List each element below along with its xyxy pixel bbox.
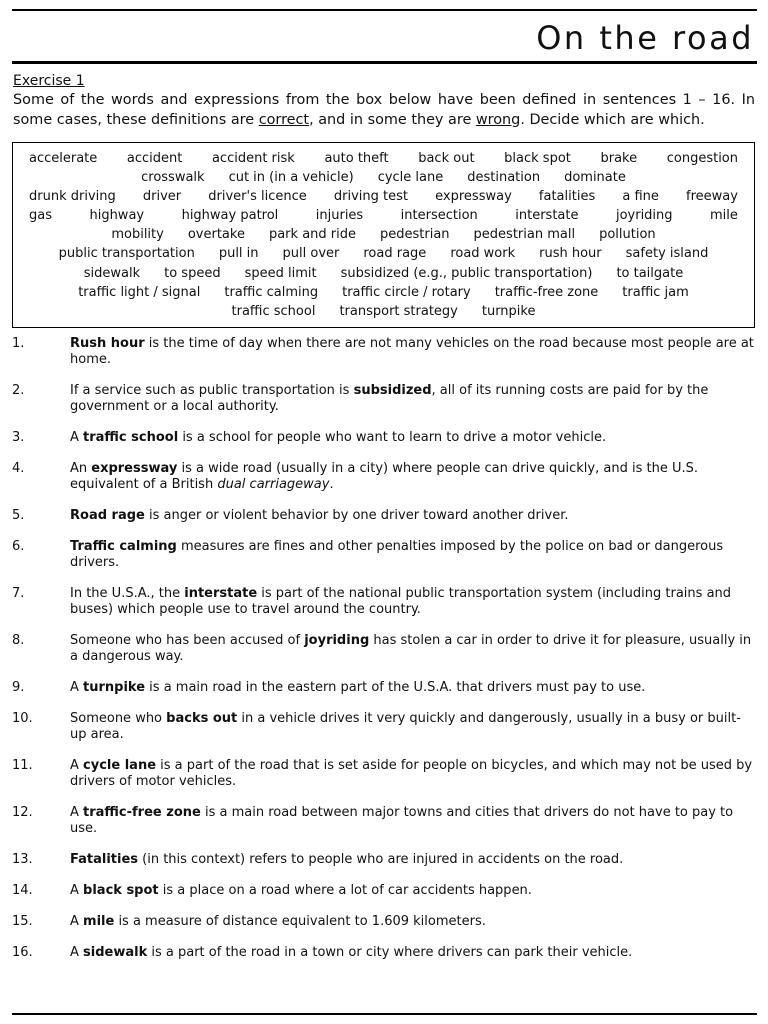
word-box-term: pull in [218, 246, 259, 262]
item-text-segment: is a part of the road in a town or city where drivers can park their vehicle. [147, 945, 633, 960]
item-number: 12. [12, 805, 33, 820]
item-text [70, 586, 756, 618]
item-text-segment: A [70, 805, 84, 820]
item-number: 16. [12, 945, 33, 960]
word-box-term: turnpike [481, 303, 536, 319]
word-box-term: to speed [164, 265, 221, 281]
word-box-term: traffic circle / rotary [342, 284, 471, 300]
item-text-segment: is a place on a road where a lot of car accidents happen. [158, 883, 532, 898]
item-number: 14. [12, 883, 33, 898]
word-box-term: pull over [282, 246, 340, 262]
word-box-term: public transportation [58, 246, 195, 262]
item-text-segment: Someone who [70, 711, 167, 726]
instructions-wrong: wrong [475, 111, 521, 128]
item-term: Traffic calming [70, 539, 177, 554]
item-text [70, 758, 756, 790]
word-box-term: road work [450, 246, 516, 262]
item-term: subsidized [353, 383, 432, 398]
item-text-segment: A [70, 914, 84, 929]
word-box-term: auto theft [324, 151, 389, 166]
word-box-term: accident risk [211, 151, 295, 166]
word-box-term: interstate [515, 208, 579, 224]
item-number: 15. [12, 914, 33, 929]
word-box-term: safety island [625, 246, 709, 262]
exercise-label: Exercise 1 [13, 73, 85, 89]
word-box-term: traffic calming [224, 284, 319, 300]
item-text [70, 945, 756, 961]
word-box-term: driver's licence [208, 189, 307, 205]
item-term: traffic school [83, 430, 179, 445]
item-text-segment: is part of the national public transportation system (including trains and buses) which people use to travel around the country. [70, 586, 732, 617]
item-text-segment: is a part of the road that is set aside for people on bicycles, and which may not be used by drivers of motor vehicles. [70, 758, 753, 789]
instructions-correct: correct [258, 111, 310, 128]
item-text [70, 508, 756, 524]
word-box-line [19, 206, 748, 225]
word-box-term: accident [126, 151, 183, 166]
item-text-segment: A [70, 883, 84, 898]
word-box-term: pedestrian [380, 227, 450, 243]
word-box-term: congestion [666, 151, 738, 166]
word-box-term: road rage [363, 246, 427, 262]
word-box-term: destination [467, 170, 541, 186]
word-box-term: pedestrian mall [473, 227, 576, 243]
item-text [70, 883, 756, 899]
item-text [70, 461, 756, 493]
word-box-line [19, 283, 748, 302]
word-box-term: pollution [599, 227, 656, 243]
word-box-term: gas [29, 208, 52, 224]
item-term: mile [83, 914, 115, 929]
word-box-term: park and ride [268, 227, 356, 243]
word-box-term: mile [710, 208, 738, 224]
item-text-segment: If a service such as public transportation is [70, 383, 354, 398]
word-box-line [19, 187, 748, 206]
word-box-term: a fine [622, 189, 659, 205]
word-box-term: sidewalk [83, 265, 141, 281]
item-number: 2. [12, 383, 25, 398]
item-text-segment: A [70, 430, 84, 445]
item-term: Road rage [70, 508, 145, 523]
word-box-term: crosswalk [141, 170, 205, 186]
item-text [70, 336, 756, 368]
word-box-term: highway patrol [181, 208, 279, 224]
word-box-term: black spot [504, 151, 571, 166]
bottom-rule [12, 1013, 757, 1015]
item-text-segment: is a wide road (usually in a city) where people can drive quickly, and is the U.S. equivalent of a British [70, 461, 698, 492]
item-term: traffic-free zone [83, 805, 201, 820]
instructions-text: . Decide which are which. [520, 111, 705, 128]
title-rule [12, 61, 757, 64]
word-box-term: to tailgate [616, 265, 684, 281]
item-term: backs out [166, 711, 238, 726]
word-box-term: traffic light / signal [78, 284, 201, 300]
item-text-segment: is a main road in the eastern part of the U.S.A. that drivers must pay to use. [145, 680, 646, 695]
word-box-term: mobility [111, 227, 164, 243]
item-text-segment: is the time of day when there are not many vehicles on the road because most people are at home. [70, 336, 754, 367]
item-text [70, 805, 756, 837]
word-box-term: overtake [187, 227, 245, 243]
item-text [70, 430, 756, 446]
item-number: 9. [12, 680, 25, 695]
word-box-line [19, 264, 748, 283]
instructions-text: Some of the words and expressions from the box below have been defined in sentences 1 – 16. In some cases, these definitions are [13, 92, 755, 128]
item-text-segment: In the U.S.A., the [70, 586, 185, 601]
word-box-term: rush hour [539, 246, 602, 262]
item-text [70, 383, 756, 415]
word-box [12, 142, 755, 328]
item-text-segment: An [70, 461, 92, 476]
word-box-term: freeway [686, 189, 738, 205]
word-box-term: transport strategy [339, 303, 458, 319]
word-box-term: dominate [564, 170, 626, 186]
page-title: On the road [536, 19, 754, 57]
word-box-term: intersection [400, 208, 478, 224]
item-number: 1. [12, 336, 25, 351]
item-text-segment: (in this context) refers to people who are injured in accidents on the road. [138, 852, 624, 867]
top-rule [12, 9, 757, 11]
word-box-term: subsidized (e.g., public transportation) [340, 265, 593, 281]
item-text-segment: A [70, 758, 84, 773]
item-text-segment: is a measure of distance equivalent to 1.609 kilometers. [114, 914, 486, 929]
word-box-term: traffic-free zone [494, 284, 599, 300]
word-box-term: highway [89, 208, 145, 224]
item-term: Rush hour [70, 336, 145, 351]
item-term: expressway [91, 461, 178, 476]
item-term: joyriding [304, 633, 370, 648]
item-term: turnpike [83, 680, 146, 695]
word-box-term: speed limit [244, 265, 317, 281]
item-text-segment: is anger or violent behavior by one driver toward another driver. [144, 508, 569, 523]
item-number: 11. [12, 758, 33, 773]
word-box-term: cut in (in a vehicle) [228, 170, 354, 186]
item-text [70, 680, 756, 696]
word-box-line [19, 225, 748, 244]
item-number: 7. [12, 586, 25, 601]
item-text [70, 852, 756, 868]
word-box-line [19, 302, 748, 321]
item-text-segment: . [329, 477, 334, 492]
item-term: Fatalities [70, 852, 139, 867]
item-italic-term: dual carriageway [217, 477, 330, 492]
word-box-term: accelerate [29, 151, 98, 166]
item-number: 3. [12, 430, 25, 445]
item-text-segment: measures are fines and other penalties imposed by the police on bad or dangerous drivers. [70, 539, 724, 570]
item-text [70, 539, 756, 571]
word-box-line [19, 149, 748, 168]
word-box-term: driving test [333, 189, 409, 205]
item-text-segment: has stolen a car in order to drive it for pleasure, usually in a dangerous way. [70, 633, 752, 664]
word-box-line [19, 244, 748, 263]
word-box-term: cycle lane [377, 170, 444, 186]
word-box-term: brake [600, 151, 638, 166]
item-number: 10. [12, 711, 33, 726]
item-text-segment: in a vehicle drives it very quickly and dangerously, usually in a busy or built-up area. [70, 711, 741, 742]
item-text-segment: A [70, 680, 84, 695]
item-term: sidewalk [83, 945, 148, 960]
word-box-line [19, 168, 748, 187]
item-number: 6. [12, 539, 25, 554]
exercise-instructions [13, 91, 755, 130]
item-text-segment: , all of its running costs are paid for by the government or a local authority. [70, 383, 709, 414]
item-term: cycle lane [83, 758, 157, 773]
word-box-term: driver [142, 189, 182, 205]
item-term: black spot [83, 883, 159, 898]
item-number: 8. [12, 633, 25, 648]
item-text-segment: is a school for people who want to learn to drive a motor vehicle. [178, 430, 607, 445]
instructions-text: , and in some they are [309, 111, 476, 128]
word-box-term: fatalities [538, 189, 596, 205]
word-box-term: traffic jam [622, 284, 689, 300]
word-box-term: expressway [435, 189, 512, 205]
item-term: interstate [184, 586, 258, 601]
word-box-term: joyriding [615, 208, 673, 224]
item-text [70, 711, 756, 743]
item-number: 5. [12, 508, 25, 523]
word-box-term: back out [418, 151, 475, 166]
item-number: 13. [12, 852, 33, 867]
item-text-segment: Someone who has been accused of [70, 633, 305, 648]
word-box-term: traffic school [231, 303, 316, 319]
item-text [70, 914, 756, 930]
item-text [70, 633, 756, 665]
item-text-segment: is a main road between major towns and cities that drivers do not have to pay to use. [70, 805, 734, 836]
item-number: 4. [12, 461, 25, 476]
word-box-term: injuries [315, 208, 364, 224]
item-text-segment: A [70, 945, 84, 960]
word-box-term: drunk driving [29, 189, 116, 205]
